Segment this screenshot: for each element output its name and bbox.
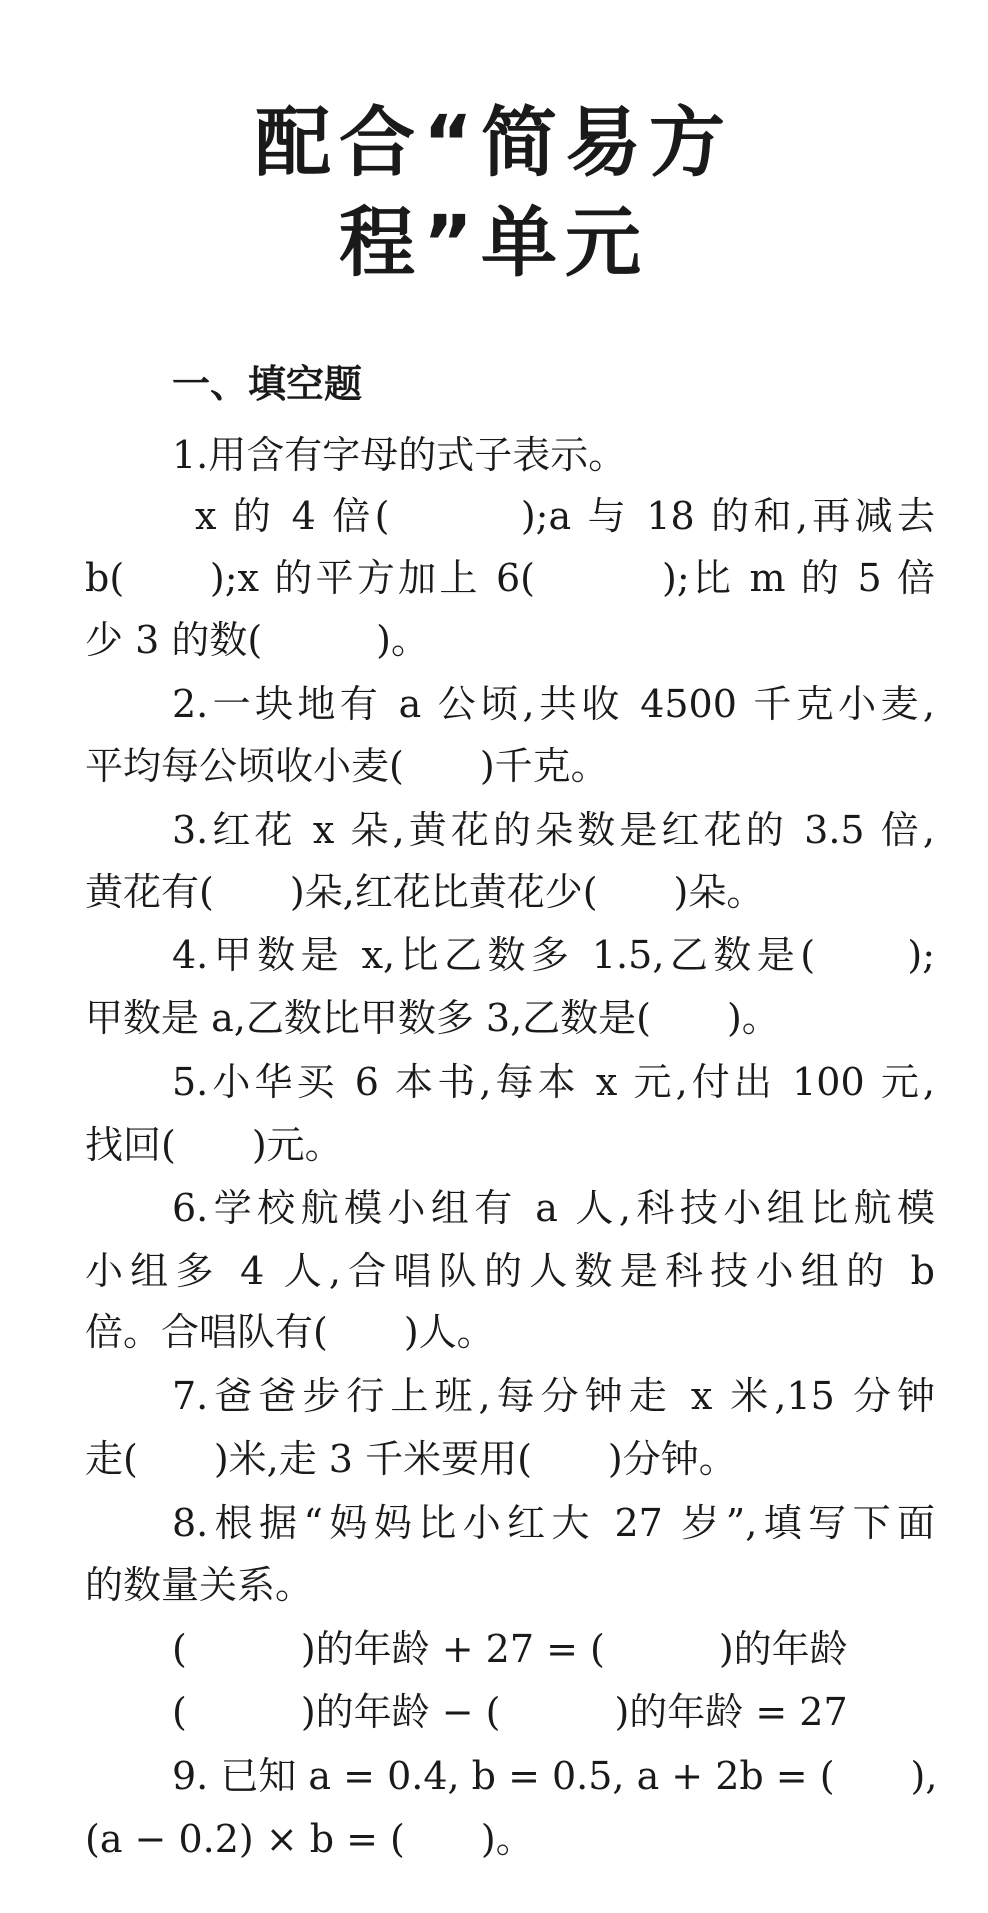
question-6-text: 倍。合唱队有( )人。	[85, 1310, 495, 1354]
question-6-text: 小组多 4 人,合唱队的人数是科技小组的 b	[85, 1249, 935, 1293]
question-8-relation-1: ( )的年龄 + 27 = ( )的年龄	[172, 1627, 848, 1671]
question-1-text: 少 3 的数( )。	[85, 618, 429, 662]
question-7-text: 走( )米,走 3 千米要用( )分钟。	[85, 1437, 737, 1481]
question-7-text: 7.爸爸步行上班,每分钟走 x 米,15 分钟	[172, 1374, 935, 1418]
question-2-text: 2.一块地有 a 公顷,共收 4500 千克小麦,	[172, 682, 935, 726]
question-5-text: 找回( )元。	[85, 1123, 343, 1167]
question-8-relation-2: ( )的年龄 − ( )的年龄 = 27	[172, 1690, 848, 1734]
question-8-text: 8.根据“妈妈比小红大 27 岁”,填写下面	[172, 1501, 935, 1545]
question-4-text: 4.甲数是 x,比乙数多 1.5,乙数是( );	[172, 933, 935, 977]
question-4-text: 甲数是 a,乙数比甲数多 3,乙数是( )。	[85, 996, 780, 1040]
question-5-text: 5.小华买 6 本书,每本 x 元,付出 100 元,	[172, 1060, 935, 1104]
question-6-text: 6.学校航模小组有 a 人,科技小组比航模	[172, 1186, 935, 1230]
question-9-text: (a − 0.2) × b = ( )。	[85, 1817, 534, 1861]
question-8-text: 的数量关系。	[85, 1563, 314, 1607]
page-title-line-1: 配合“简易方	[255, 98, 733, 187]
question-2-text: 平均每公顷收小麦( )千克。	[85, 744, 609, 788]
question-3-text: 黄花有( )朵,红花比黄花少( )朵。	[85, 870, 765, 914]
question-1-text: b( );x 的平方加上 6( );比 m 的 5 倍	[85, 556, 935, 600]
question-1-intro: 1.用含有字母的式子表示。	[172, 433, 627, 477]
page-title-line-2: 程”单元	[339, 198, 649, 287]
section-heading: 一、填空题	[172, 362, 363, 406]
question-3-text: 3.红花 x 朵,黄花的朵数是红花的 3.5 倍,	[172, 808, 935, 852]
question-1-text: x 的 4 倍( );a 与 18 的和,再减去	[195, 494, 935, 538]
question-9-text: 9. 已知 a = 0.4, b = 0.5, a + 2b = ( ),	[172, 1754, 938, 1798]
